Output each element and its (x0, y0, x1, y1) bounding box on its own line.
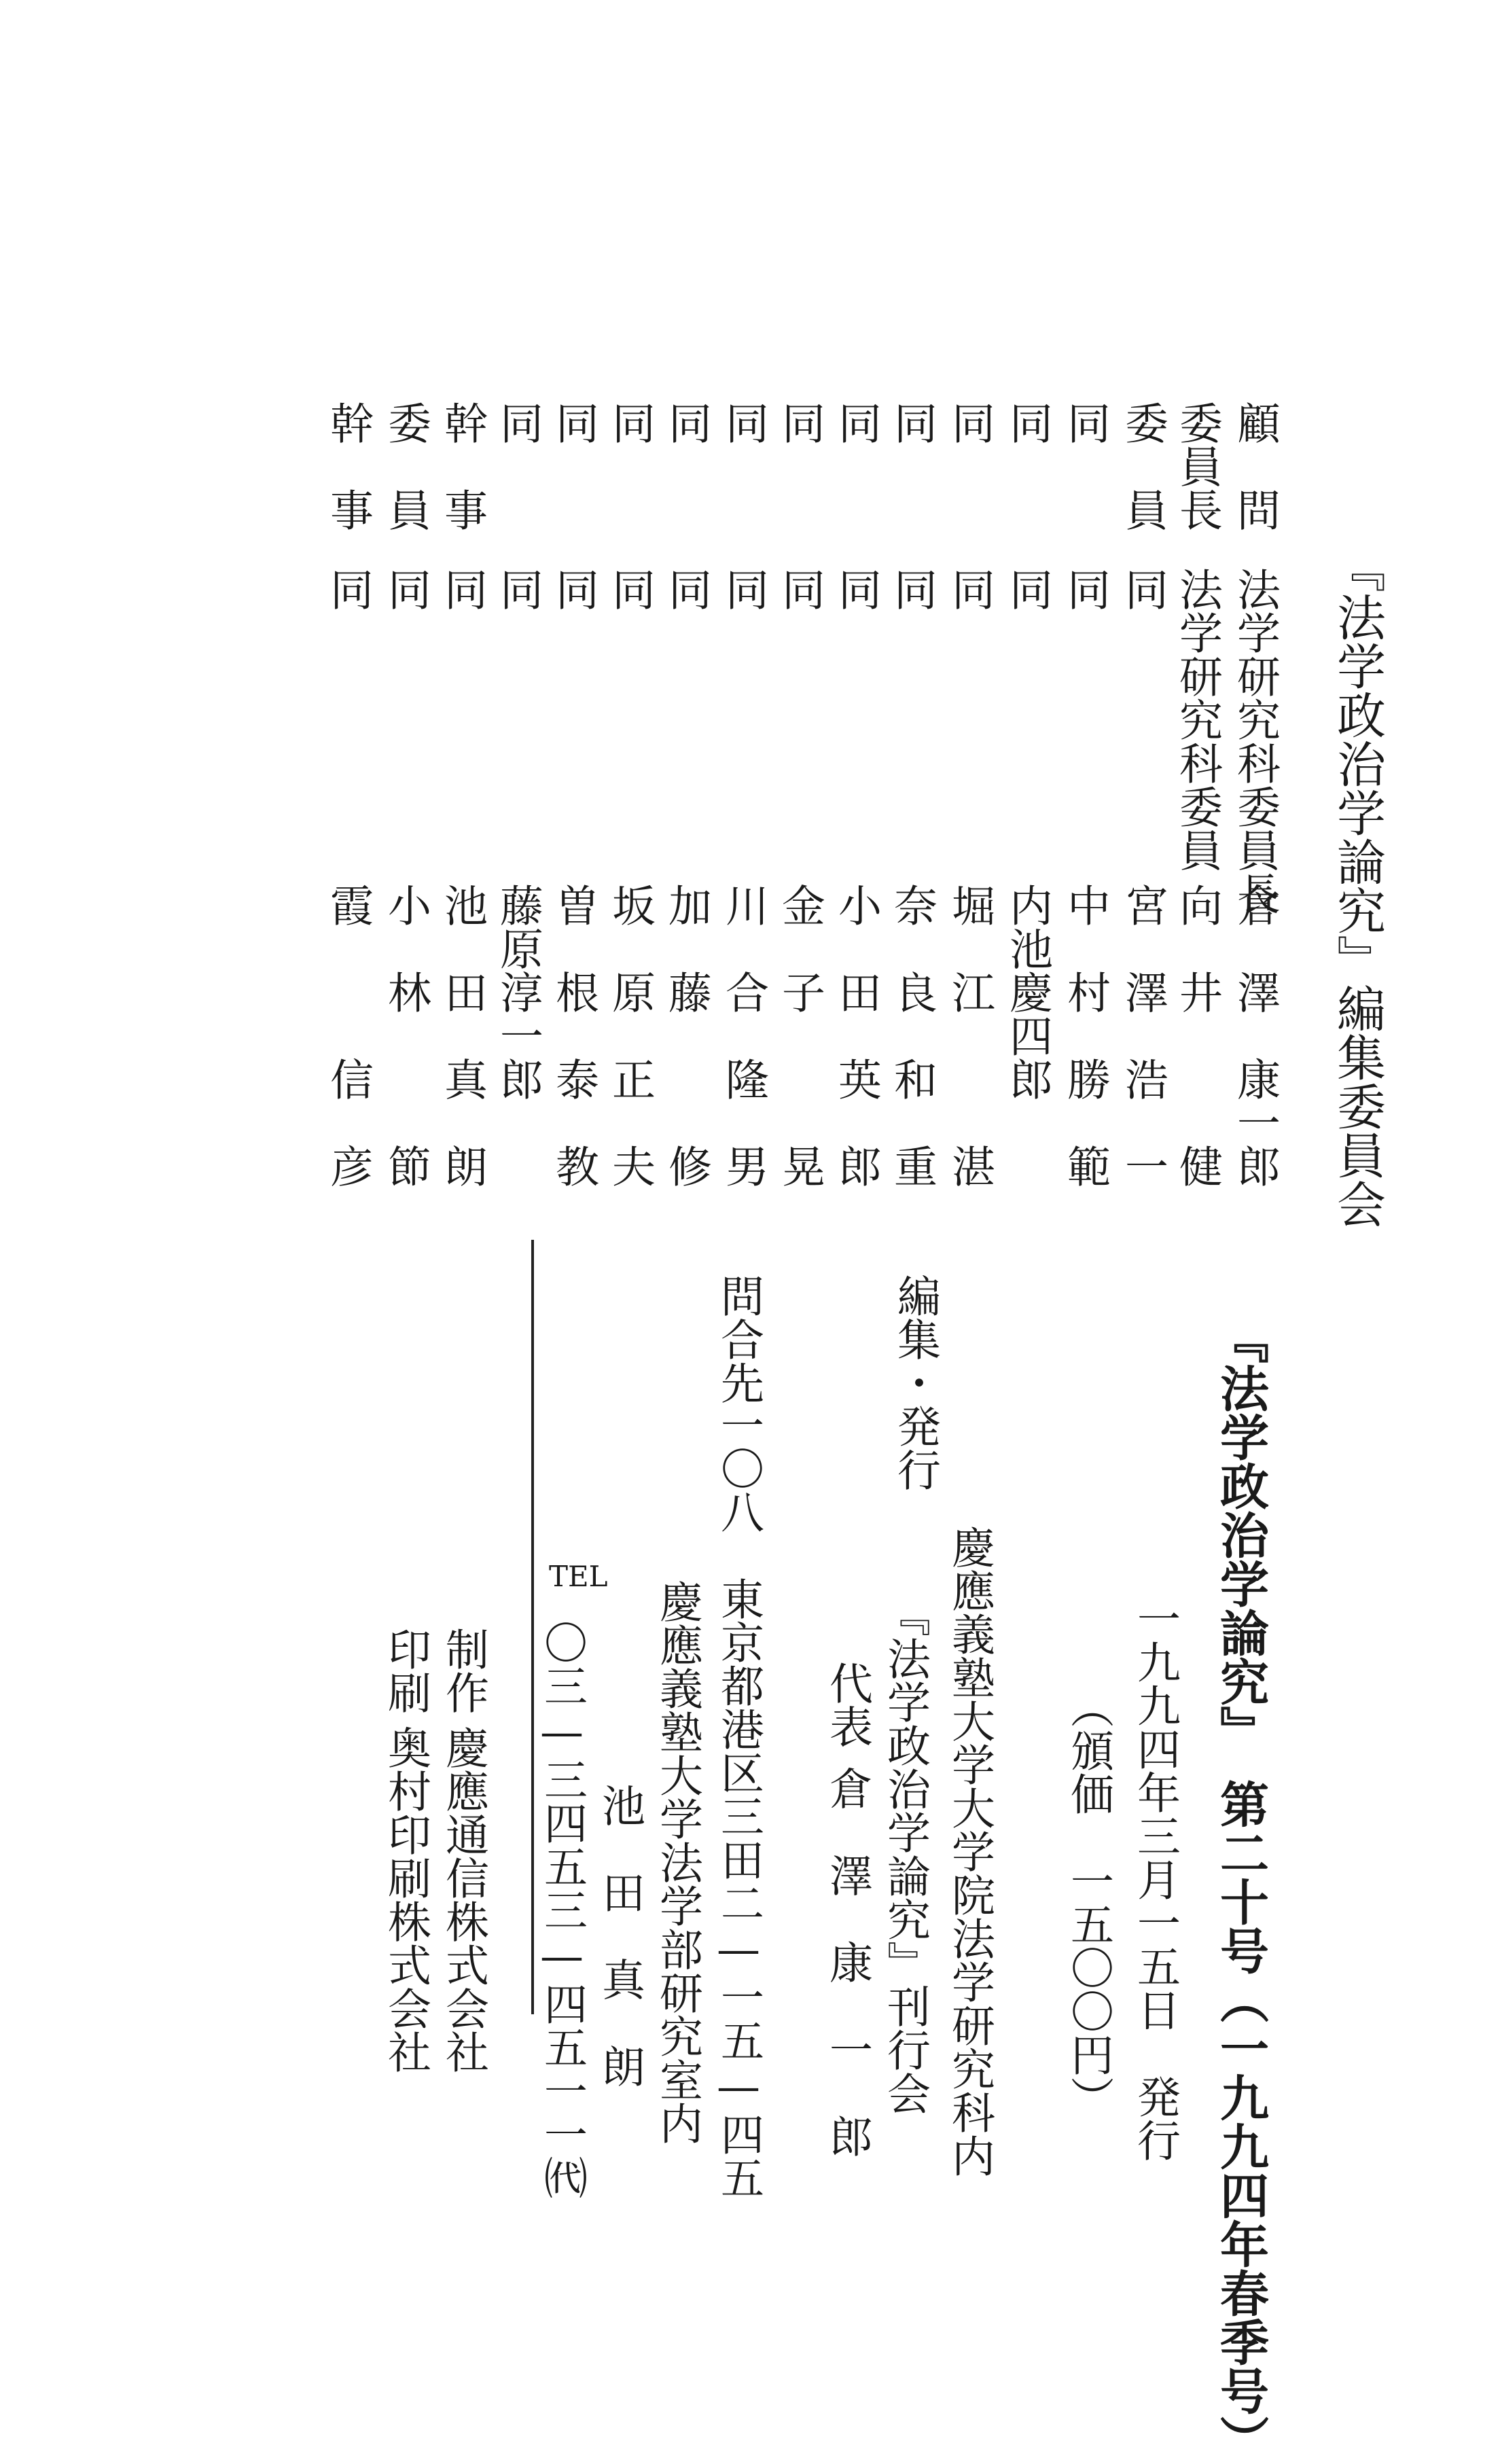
member-role: 委 員 (1118, 401, 1168, 531)
member-affiliation: 同 (718, 567, 768, 611)
member-role: 委 員 (380, 401, 431, 531)
member-role: 委員長 (1172, 401, 1222, 531)
publisher-society: 『法学政治学論究』刊行会 (880, 1593, 930, 2115)
representative-label: 代表 (822, 1661, 872, 1748)
publisher-org: 慶應義塾大学大学院法学研究科内 (944, 1525, 995, 2177)
member-affiliation: 同 (774, 567, 825, 611)
member-name: 曽 根 泰 教 (548, 883, 599, 1188)
member-role: 同 (774, 401, 825, 444)
member-name: 霞 信 彦 (323, 883, 373, 1188)
member-name: 小 田 英 郎 (831, 883, 881, 1188)
member-affiliation: 同 (548, 567, 599, 611)
member-name: 内池慶四郎 (1002, 883, 1052, 1101)
committee-heading: 『法学政治学論究』編集委員会 (1329, 543, 1386, 1228)
member-name: 川 合 隆 男 (718, 883, 768, 1188)
member-name: 坂 原 正 夫 (605, 883, 655, 1188)
member-name: 堀 江 湛 (944, 883, 995, 1188)
member-role: 同 (718, 401, 768, 444)
member-role: 同 (831, 401, 881, 444)
member-role: 幹 事 (323, 401, 373, 531)
contact-dept: 慶應義塾大学法学部研究室内 (652, 1579, 702, 2145)
member-name: 金 子 晃 (774, 883, 825, 1188)
member-name: 奈 良 和 重 (887, 883, 937, 1188)
tel-number: 〇三—三四五三—四五一一㈹ (537, 1620, 587, 2199)
member-affiliation: 同 (323, 567, 373, 611)
contact-label: 問合先 (713, 1274, 764, 1404)
member-name: 倉 澤 康一郎 (1230, 883, 1280, 1188)
member-affiliation: 同 (1060, 567, 1110, 611)
publisher-label: 編集・発行 (890, 1274, 940, 1491)
member-role: 同 (1002, 401, 1052, 444)
member-affiliation: 同 (437, 567, 487, 611)
contact-address: 一〇八 東京都港区三田二—一五—四五 (713, 1403, 764, 2199)
member-role: 同 (493, 401, 543, 444)
issue-date: 一九九四年三月一五日 発行 (1130, 1596, 1180, 2162)
tel-label: TEL (549, 1560, 608, 1593)
member-affiliation: 同 (605, 567, 655, 611)
member-affiliation: 同 (1002, 567, 1052, 611)
member-affiliation: 同 (661, 567, 711, 611)
member-name: 宮 澤 浩 一 (1118, 883, 1168, 1188)
printing-company: 奥村印刷株式会社 (380, 1726, 431, 2073)
member-role: 同 (944, 401, 995, 444)
member-affiliation: 同 (831, 567, 881, 611)
member-name: 加 藤 修 (661, 883, 711, 1188)
member-name: 中 村 勝 範 (1060, 883, 1110, 1188)
member-affiliation: 同 (887, 567, 937, 611)
member-role: 同 (548, 401, 599, 444)
member-role: 同 (661, 401, 711, 444)
member-name: 池 田 真 朗 (437, 883, 487, 1188)
divider-rule (531, 1240, 534, 2014)
member-role: 顧 問 (1230, 401, 1280, 531)
member-role: 幹 事 (437, 401, 487, 531)
printing-label: 印刷 (380, 1627, 431, 1714)
representative-name: 倉 澤 康 一 郎 (822, 1766, 872, 2158)
price: （頒価 一五〇〇円） (1063, 1685, 1113, 2120)
member-role: 同 (887, 401, 937, 444)
member-affiliation: 同 (944, 567, 995, 611)
member-affiliation: 法学研究科委員長 (1230, 567, 1280, 915)
member-role: 同 (1060, 401, 1110, 444)
member-name: 小 林 節 (380, 883, 431, 1188)
journal-title: 『法学政治学論究』 第二十号（一九九四年春季号） (1212, 1315, 1269, 2464)
member-name: 向 井 健 (1172, 883, 1222, 1188)
member-name: 藤原淳一郎 (493, 883, 543, 1101)
production-label: 制作 (438, 1627, 488, 1714)
production-company: 慶應通信株式会社 (438, 1726, 488, 2073)
member-role: 同 (605, 401, 655, 444)
member-affiliation: 同 (380, 567, 431, 611)
member-affiliation: 法学研究科委員 (1172, 567, 1222, 872)
contact-person: 池 田 真 朗 (594, 1783, 645, 2088)
member-affiliation: 同 (493, 567, 543, 611)
member-affiliation: 同 (1118, 567, 1168, 611)
